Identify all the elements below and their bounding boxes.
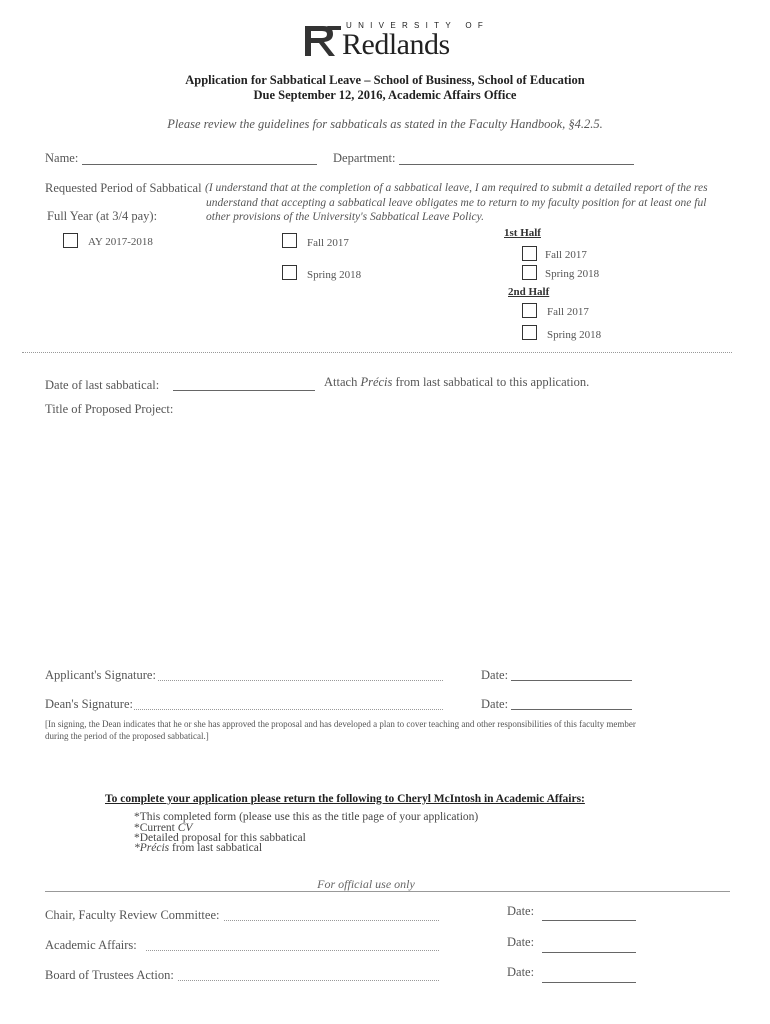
date-last-sabbatical-field[interactable] <box>173 390 315 391</box>
spring-2018-checkbox[interactable] <box>282 265 297 280</box>
fall-2017-label: Fall 2017 <box>307 237 349 249</box>
official-use-divider <box>45 891 730 892</box>
academic-affairs-field[interactable] <box>146 950 439 951</box>
logo-top-text: UNIVERSITY OF <box>346 21 490 30</box>
logo-main-text: Redlands <box>342 28 450 61</box>
first-half-spring-2018-label: Spring 2018 <box>545 268 600 280</box>
attach-precis-note: Attach Précis from last sabbatical to this application. <box>324 375 590 389</box>
spring-2018-label: Spring 2018 <box>307 269 362 281</box>
dean-signature-label: Dean's Signature: <box>45 697 133 711</box>
academic-affairs-date-label: Date: <box>507 935 535 949</box>
name-label: Name: <box>45 151 79 165</box>
chair-date-label: Date: <box>507 904 535 918</box>
academic-affairs-date-field[interactable] <box>542 952 636 953</box>
return-instructions-heading: To complete your application please return the following to Cheryl McIntosh in Academic Affairs: <box>105 793 585 805</box>
return-item-proposal: *Detailed proposal for this sabbatical <box>134 832 306 844</box>
board-trustees-label: Board of Trustees Action: <box>45 968 174 982</box>
return-item-form: *This completed form (please use this as the title page of your application) <box>134 811 479 823</box>
dean-signature-field[interactable] <box>134 709 443 710</box>
first-half-heading: 1st Half <box>504 227 541 239</box>
requested-period-label: Requested Period of Sabbatical <box>45 181 202 195</box>
form-title: Application for Sabbatical Leave – School of Business, School of Education <box>185 73 585 87</box>
ay-2017-2018-label: AY 2017-2018 <box>88 236 153 248</box>
title-proposed-project-field[interactable] <box>45 420 735 660</box>
official-use-heading: For official use only <box>317 877 415 891</box>
first-half-fall-2017-label: Fall 2017 <box>545 249 587 261</box>
board-trustees-field[interactable] <box>178 980 439 981</box>
applicant-signature-field[interactable] <box>158 680 443 681</box>
chair-date-field[interactable] <box>542 920 636 921</box>
department-label: Department: <box>333 151 396 165</box>
guidelines-note: Please review the guidelines for sabbaticals as stated in the Faculty Handbook, §4.2.5. <box>167 117 603 131</box>
department-field[interactable] <box>399 164 634 165</box>
applicant-date-label: Date: <box>481 668 509 682</box>
return-item-cv: *Current CV <box>134 822 193 834</box>
board-date-label: Date: <box>507 965 535 979</box>
applicant-signature-label: Applicant's Signature: <box>45 668 156 682</box>
title-proposed-project-label: Title of Proposed Project: <box>45 402 174 416</box>
fall-2017-checkbox[interactable] <box>282 233 297 248</box>
return-item-precis: *Précis from last sabbatical <box>134 842 263 854</box>
statement-line-3: other provisions of the University's Sabbatical Leave Policy. <box>206 211 484 223</box>
redlands-r-mark-icon <box>303 24 343 58</box>
ay-2017-2018-checkbox[interactable] <box>63 233 78 248</box>
applicant-date-field[interactable] <box>511 680 632 681</box>
second-half-spring-2018-label: Spring 2018 <box>547 329 602 341</box>
section-divider <box>22 352 732 353</box>
dean-note-line-1: [In signing, the Dean indicates that he or she has approved the proposal and has developed a plan to cover teaching and other responsibilities of this faculty member <box>45 719 636 729</box>
statement-line-1: (I understand that at the completion of a sabbatical leave, I am required to submit a detailed report of the res <box>205 182 708 194</box>
board-date-field[interactable] <box>542 982 636 983</box>
chair-review-label: Chair, Faculty Review Committee: <box>45 908 220 922</box>
second-half-fall-2017-checkbox[interactable] <box>522 303 537 318</box>
full-year-label: Full Year (at 3/4 pay): <box>47 209 158 223</box>
second-half-heading: 2nd Half <box>508 286 550 298</box>
first-half-spring-2018-checkbox[interactable] <box>522 265 537 280</box>
date-last-sabbatical-label: Date of last sabbatical: <box>45 378 160 392</box>
first-half-fall-2017-checkbox[interactable] <box>522 246 537 261</box>
dean-date-label: Date: <box>481 697 509 711</box>
form-due-date: Due September 12, 2016, Academic Affairs Office <box>253 88 517 102</box>
name-field[interactable] <box>82 164 317 165</box>
dean-note-line-2: during the period of the proposed sabbatical.] <box>45 731 209 741</box>
second-half-fall-2017-label: Fall 2017 <box>547 306 589 318</box>
statement-line-2: understand that accepting a sabbatical leave obligates me to return to my faculty position for at least one ful <box>206 197 707 209</box>
dean-date-field[interactable] <box>511 709 632 710</box>
academic-affairs-label: Academic Affairs: <box>45 938 137 952</box>
chair-review-field[interactable] <box>224 920 439 921</box>
second-half-spring-2018-checkbox[interactable] <box>522 325 537 340</box>
